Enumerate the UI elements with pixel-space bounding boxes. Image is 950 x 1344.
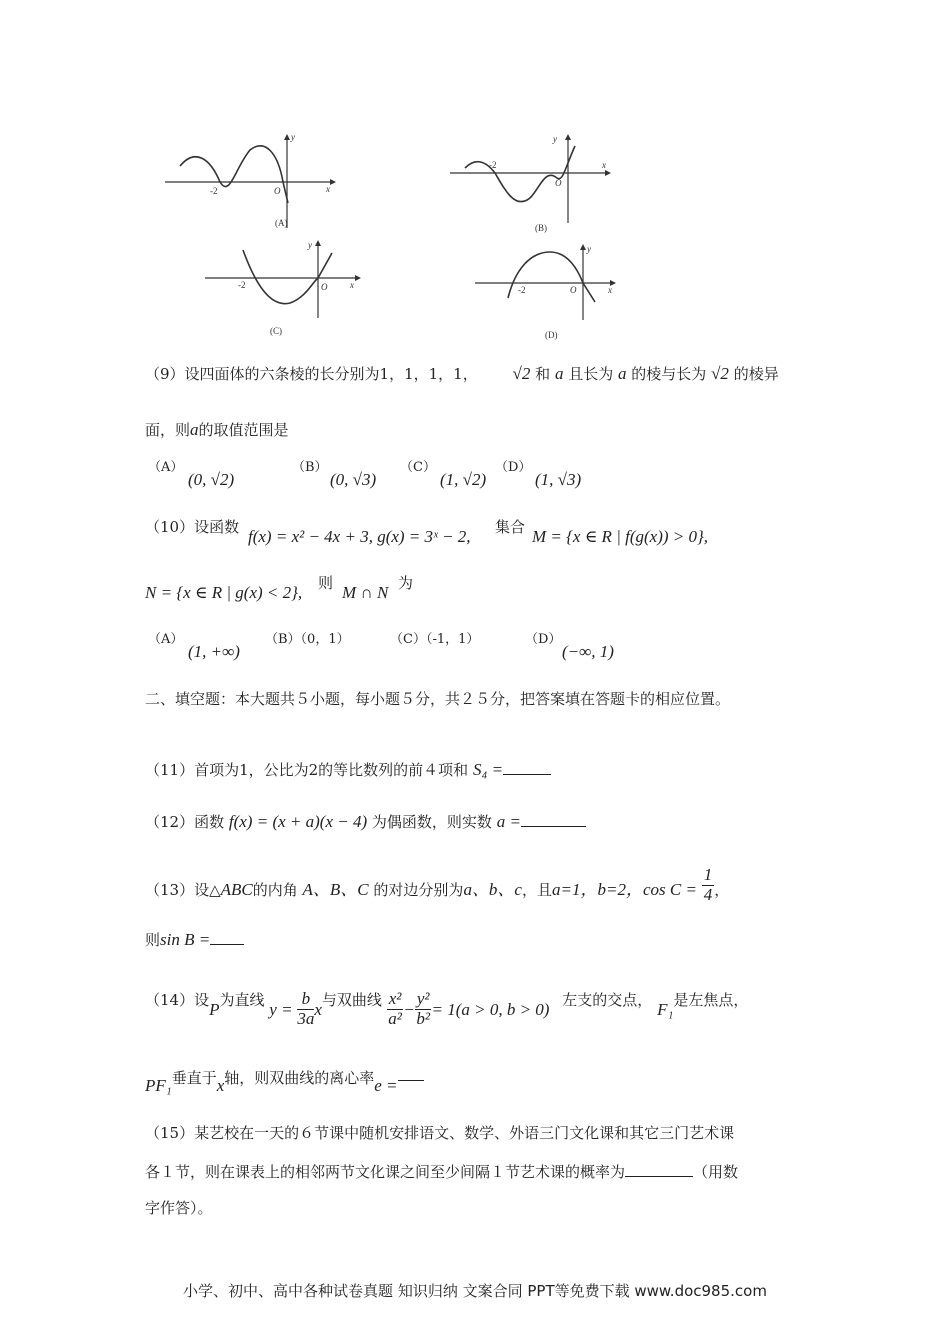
graph-b-tick: -2 [489, 160, 497, 170]
q14-line1: （14）设P为直线 y = $\frac{b}{3a}$ x与双曲线 $\frac{\text{x²}}{\text{a²}}$ − $\frac{\text{y²}}{\text{b²}}$ = 1(a > 0, b > 0) 左支的交点， F₁是左焦点， [145, 989, 749, 1028]
q10-opt-d-math: (−∞, 1) [562, 642, 614, 661]
graph-a-label: (A) [275, 218, 288, 228]
q10-set-n: N = {x ∈ R | g(x) < 2}, [145, 583, 303, 602]
q9-opt-d: （D） [495, 460, 532, 475]
page-footer: 小学、初中、高中各种试卷真题 知识归纳 文案合同 PPT等免费下载 www.doc985.com [183, 1282, 767, 1300]
q9-opt-b: （B） [292, 460, 328, 475]
graph-d-origin: O [570, 285, 577, 295]
q10-set-m: M = {x ∈ R | f(g(x)) > 0}, [532, 527, 709, 546]
q14-answer-blank[interactable] [398, 1066, 424, 1081]
q13-line2: 则sin B = [145, 930, 244, 950]
graph-b-ylabel: y [553, 134, 557, 144]
q14-line2: PF₁垂直于x轴，则双曲线的离心率e = [145, 1068, 424, 1088]
graph-a-origin: O [274, 186, 281, 196]
graph-d-tick: -2 [518, 285, 526, 295]
graph-c-origin: O [321, 282, 328, 292]
q11-answer-blank[interactable] [503, 760, 551, 775]
graph-c [200, 238, 375, 343]
q9-opt-c-math: (1, √2) [440, 470, 487, 489]
q10-prefix: （10）设函数 [145, 518, 240, 536]
q9-sqrt2: √2 [512, 364, 531, 383]
q9-opt-d-math: (1, √3) [535, 470, 582, 489]
q13-answer-blank[interactable] [210, 930, 244, 945]
q10-then: 则 [318, 574, 334, 592]
graph-c-tick: -2 [238, 280, 246, 290]
graph-b-origin: O [555, 178, 562, 188]
graph-a-tick: -2 [210, 186, 218, 196]
q10-opt-a-math: (1, +∞) [188, 642, 240, 661]
graph-b-xlabel: x [602, 160, 606, 170]
section-2-heading: 二、填空题：本大题共５小题，每小题５分，共２５分，把答案填在答题卡的相应位置。 [145, 690, 731, 708]
q10-functions: f(x) = x² − 4x + 3, g(x) = 3ˣ − 2, [248, 527, 471, 546]
q15-line2: 各１节，则在课表上的相邻两节文化课之间至少间隔１节艺术课的概率为 （用数 [145, 1163, 739, 1181]
graph-a [160, 128, 340, 238]
q15-line1: （15）某艺校在一天的６节课中随机安排语文、数学、外语三门文化课和其它三门艺术课 [145, 1124, 735, 1142]
graph-c-label: (C) [270, 326, 282, 336]
graph-c-ylabel: y [308, 240, 312, 250]
graph-b-label: (B) [535, 223, 547, 233]
q10-intersection: M ∩ N [342, 583, 389, 602]
q9-opt-c: （C） [400, 460, 436, 475]
graph-d-ylabel: y [587, 244, 591, 254]
graph-a-ylabel: y [291, 132, 295, 142]
graph-b [445, 128, 615, 238]
q10-opt-c: （C）（-1，1） [390, 632, 480, 647]
graph-d-label: (D) [545, 330, 558, 340]
q13-line1: （13）设△ABC的内角 A、B、C 的对边分别为a、b、c，且a=1，b=2，cos C = $\frac{1}{4}$ ， [145, 865, 730, 904]
q13-fraction: $\frac{1}{4}$ [703, 865, 713, 904]
q10-opt-d: （D） [525, 632, 562, 647]
q10-wei: 为 [398, 574, 414, 592]
q10-opt-a: （A） [148, 632, 184, 647]
q10-set: 集合 [495, 518, 526, 536]
q9-opt-a: （A） [148, 460, 184, 475]
q9-line1: （9）设四面体的六条棱的长分别为1，1，1，1， √2 和 a 且长为 a 的棱与长为 √2 的棱异 [145, 364, 779, 383]
q15-line3: 字作答）。 [145, 1199, 213, 1217]
graph-c-xlabel: x [350, 280, 354, 290]
graph-a-xlabel: x [326, 184, 330, 194]
q11: （11）首项为1，公比为2的等比数列的前４项和 S₄ = [145, 760, 551, 780]
q10-opt-b: （B）（0，1） [265, 632, 350, 647]
q12: （12）函数 f(x) = (x + a)(x − 4) 为偶函数，则实数 a = [145, 812, 586, 832]
q15-answer-blank[interactable] [625, 1162, 693, 1177]
q9-line2: 面，则a的取值范围是 [145, 420, 289, 439]
graph-d-xlabel: x [608, 285, 612, 295]
q9-opt-b-math: (0, √3) [330, 470, 377, 489]
graph-d [470, 240, 630, 345]
q9-opt-a-math: (0, √2) [188, 470, 235, 489]
q12-answer-blank[interactable] [521, 812, 586, 827]
